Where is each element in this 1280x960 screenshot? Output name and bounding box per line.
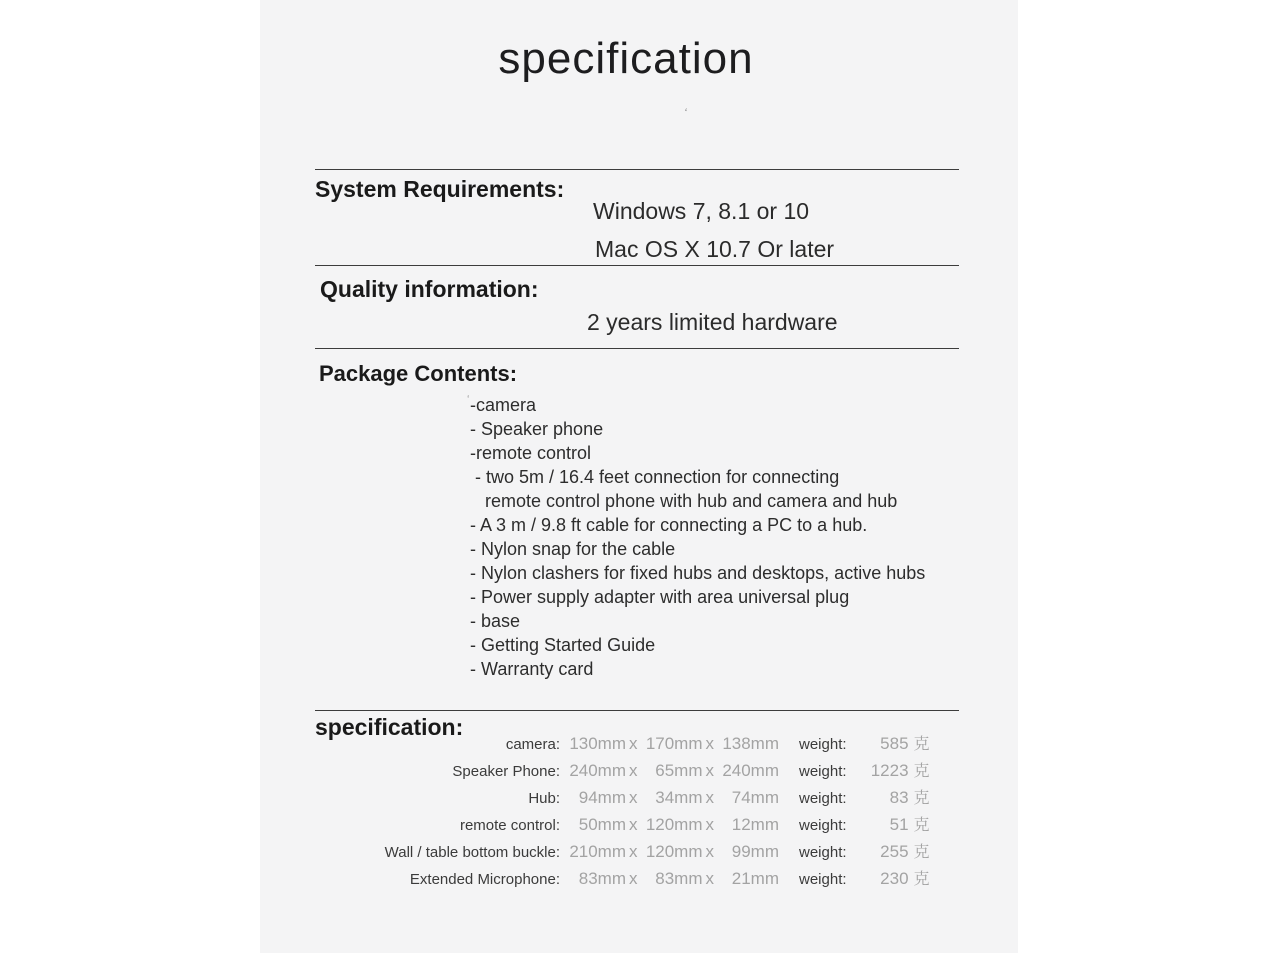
package-item: - A 3 m / 9.8 ft cable for connecting a PC to a hub. bbox=[470, 515, 868, 535]
package-item: - Nylon clashers for fixed hubs and desktops, active hubs bbox=[470, 563, 926, 583]
weight-value: 255 bbox=[880, 842, 909, 861]
dimension-value: 99mm bbox=[731, 842, 779, 861]
spec-dimensions bbox=[564, 811, 779, 838]
package-item: - Power supply adapter with area universal plug bbox=[470, 587, 850, 607]
quality-information-line: 2 years limited hardware bbox=[587, 309, 838, 335]
weight-unit: 克 bbox=[913, 790, 930, 807]
dimension-separator: x bbox=[705, 761, 714, 780]
section-divider bbox=[315, 265, 959, 266]
package-item: - Speaker phone bbox=[470, 419, 604, 439]
spec-row-label: Wall / table bottom buckle: bbox=[384, 844, 560, 861]
dimension-value: 74mm bbox=[731, 788, 779, 807]
spec-sheet bbox=[260, 0, 1018, 953]
section-divider bbox=[315, 710, 959, 711]
weight-label: weight: bbox=[799, 763, 847, 780]
package-item: -remote control bbox=[470, 443, 592, 463]
weight-unit: 克 bbox=[913, 736, 930, 753]
dimension-value: 12mm bbox=[731, 815, 779, 834]
quality-information-heading: Quality information: bbox=[320, 276, 539, 302]
weight-label: weight: bbox=[799, 790, 847, 807]
dimension-value: 34mm bbox=[655, 788, 703, 807]
spec-row bbox=[315, 757, 930, 784]
dimension-value: 94mm bbox=[578, 788, 626, 807]
section-divider bbox=[315, 348, 959, 349]
section-divider bbox=[315, 169, 959, 170]
dimension-separator: x bbox=[705, 869, 714, 888]
dimension-value: 120mm bbox=[645, 842, 703, 861]
spec-row-label: remote control: bbox=[459, 817, 560, 834]
weight-label: weight: bbox=[799, 817, 847, 834]
weight-label: weight: bbox=[799, 871, 847, 888]
page-title: specification bbox=[498, 34, 754, 83]
package-item: -camera bbox=[470, 395, 537, 415]
package-item: remote control phone with hub and camera and hub bbox=[470, 491, 898, 511]
package-item: - Getting Started Guide bbox=[470, 635, 656, 655]
weight-unit: 克 bbox=[913, 844, 930, 861]
package-item: - base bbox=[470, 611, 521, 631]
dimension-separator: x bbox=[629, 869, 638, 888]
specification-table bbox=[315, 730, 930, 892]
spec-dimensions bbox=[564, 865, 779, 892]
weight-value: 585 bbox=[880, 734, 909, 753]
weight-label: weight: bbox=[799, 736, 847, 753]
dimension-value: 83mm bbox=[655, 869, 703, 888]
spec-row bbox=[315, 865, 930, 892]
dimension-value: 120mm bbox=[645, 815, 703, 834]
dimension-value: 138mm bbox=[722, 734, 779, 753]
weight-label: weight: bbox=[799, 844, 847, 861]
package-contents-list bbox=[470, 393, 925, 681]
stray-mark: ʻ bbox=[682, 105, 689, 121]
spec-dimensions bbox=[564, 784, 779, 811]
weight-value: 1223 bbox=[870, 761, 909, 780]
spec-row bbox=[315, 730, 930, 757]
weight-unit: 克 bbox=[913, 817, 930, 834]
weight-value: 230 bbox=[880, 869, 909, 888]
spec-row-label: Speaker Phone: bbox=[452, 763, 560, 780]
dimension-separator: x bbox=[705, 734, 714, 753]
specification-heading: specification: bbox=[315, 714, 464, 740]
system-requirements-line: Mac OS X 10.7 Or later bbox=[595, 236, 835, 262]
weight-unit: 克 bbox=[913, 871, 930, 888]
spec-row bbox=[315, 811, 930, 838]
dimension-separator: x bbox=[629, 788, 638, 807]
dimension-separator: x bbox=[705, 788, 714, 807]
spec-row bbox=[315, 838, 930, 865]
dimension-value: 210mm bbox=[569, 842, 626, 861]
dimension-value: 130mm bbox=[569, 734, 626, 753]
package-contents-heading: Package Contents: bbox=[319, 361, 518, 386]
dimension-value: 240mm bbox=[722, 761, 779, 780]
dimension-value: 50mm bbox=[578, 815, 626, 834]
spec-row-label: Hub: bbox=[528, 790, 560, 807]
package-item: - two 5m / 16.4 feet connection for connecting bbox=[470, 467, 840, 487]
stray-mark: ʻ bbox=[467, 394, 470, 406]
weight-value: 51 bbox=[889, 815, 909, 834]
package-item: - Warranty card bbox=[470, 659, 594, 679]
spec-dimensions bbox=[564, 838, 779, 865]
dimension-separator: x bbox=[629, 815, 638, 834]
dimension-value: 83mm bbox=[578, 869, 626, 888]
weight-value: 83 bbox=[889, 788, 909, 807]
system-requirements-line: Windows 7, 8.1 or 10 bbox=[593, 198, 810, 224]
spec-row-label: camera: bbox=[505, 736, 560, 753]
dimension-value: 170mm bbox=[645, 734, 703, 753]
spec-dimensions bbox=[564, 730, 779, 757]
package-item: - Nylon snap for the cable bbox=[470, 539, 676, 559]
dimension-separator: x bbox=[705, 815, 714, 834]
dimension-separator: x bbox=[629, 842, 638, 861]
dimension-separator: x bbox=[629, 734, 638, 753]
system-requirements-heading: System Requirements: bbox=[315, 176, 565, 202]
spec-row-label: Extended Microphone: bbox=[409, 871, 560, 888]
dimension-separator: x bbox=[629, 761, 638, 780]
weight-unit: 克 bbox=[913, 763, 930, 780]
dimension-separator: x bbox=[705, 842, 714, 861]
dimension-value: 65mm bbox=[655, 761, 703, 780]
dimension-value: 240mm bbox=[569, 761, 626, 780]
spec-dimensions bbox=[564, 757, 779, 784]
spec-row bbox=[315, 784, 930, 811]
dimension-value: 21mm bbox=[731, 869, 779, 888]
